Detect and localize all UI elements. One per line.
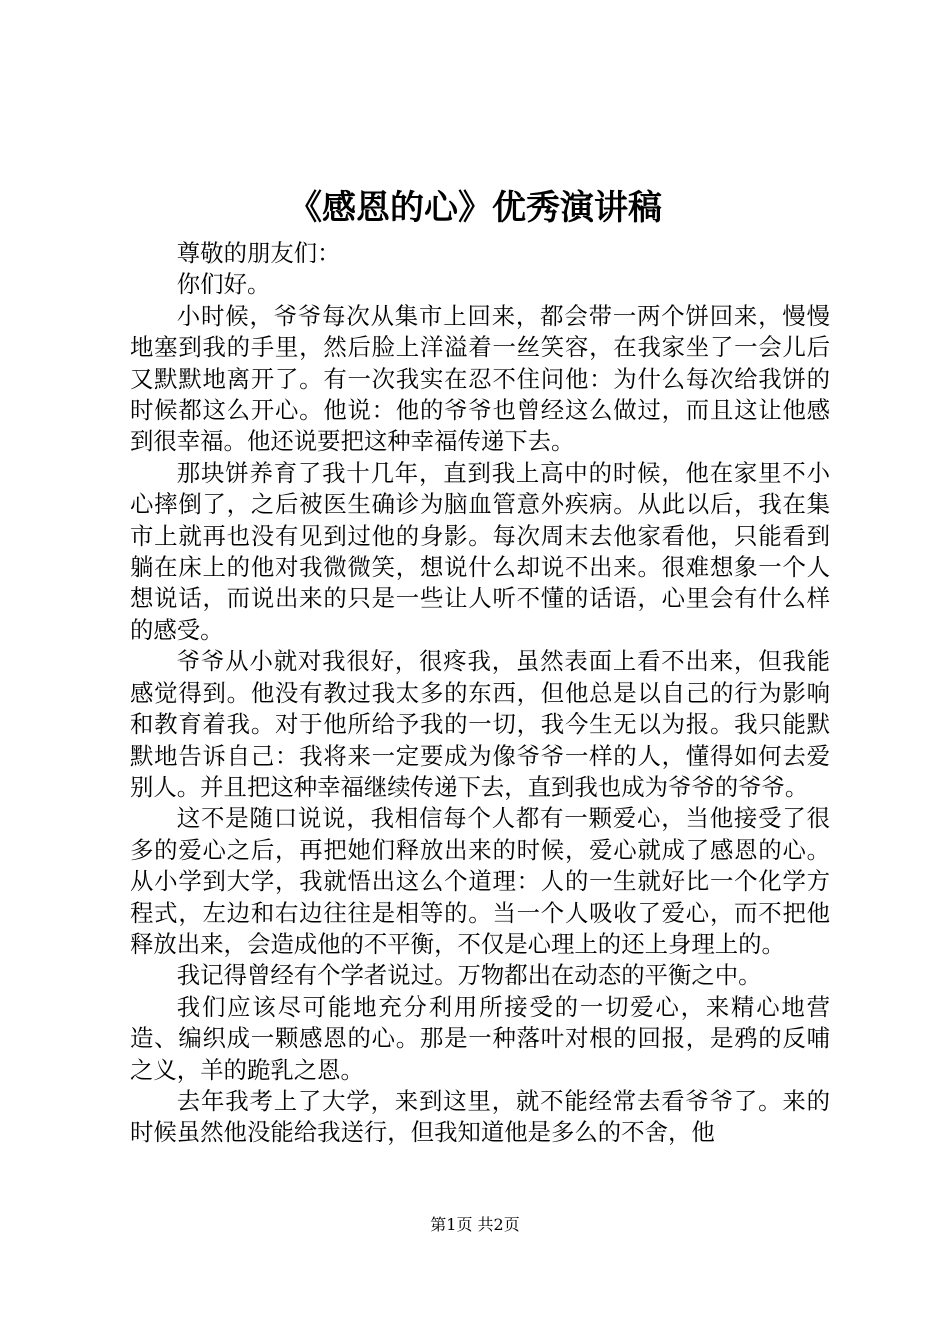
- paragraph: 这不是随口说说，我相信每个人都有一颗爱心，当他接受了很多的爱心之后，再把她们释放出来的时候，爱心就成了感恩的心。从小学到大学，我就悟出这么个道理：人的一生就好比一个化学方程式，左边和右边往往是相等的。当一个人吸收了爱心，而不把他释放出来，会造成他的不平衡，不仅是心理上的还上身理上的。: [130, 804, 830, 958]
- paragraph: 爷爷从小就对我很好，很疼我，虽然表面上看不出来，但我能感觉得到。他没有教过我太多的东西，但他总是以自己的行为影响和教育着我。对于他所给予我的一切，我今生无以为报。我只能默默地告诉自己：我将来一定要成为像爷爷一样的人，懂得如何去爱别人。并且把这种幸福继续传递下去，直到我也成为爷爷的爷爷。: [130, 647, 830, 801]
- paragraph-greeting: 尊敬的朋友们：: [176, 239, 341, 267]
- document-body: [130, 238, 830, 1149]
- paragraph: 去年我考上了大学，来到这里，就不能经常去看爷爷了。来的时候虽然他没能给我送行，但我知道他是多么的不舍，他: [130, 1086, 830, 1147]
- page-title: 《感恩的心》优秀演讲稿: [288, 188, 662, 228]
- page-number-footer: 第1页 共2页: [430, 1215, 520, 1234]
- paragraph: 小时候，爷爷每次从集市上回来，都会带一两个饼回来，慢慢地塞到我的手里，然后脸上洋溢着一丝笑容，在我家坐了一会儿后又默默地离开了。有一次我实在忍不住问他：为什么每次给我饼的时候都这么开心。他说：他的爷爷也曾经这么做过，而且这让他感到很幸福。他还说要把这种幸福传递下去。: [130, 301, 830, 456]
- paragraph-hello: 你们好。: [176, 270, 271, 299]
- paragraph: 我们应该尽可能地充分利用所接受的一切爱心，来精心地营造、编织成一颗感恩的心。那是一种落叶对根的回报，是鸦的反哺之义，羊的跪乳之恩。: [130, 992, 830, 1084]
- paragraph: 我记得曾经有个学者说过。万物都出在动态的平衡之中。: [176, 961, 762, 990]
- paragraph: 那块饼养育了我十几年，直到我上高中的时候，他在家里不小心摔倒了，之后被医生确诊为脑血管意外疾病。从此以后，我在集市上就再也没有见到过他的身影。每次周末去他家看他，只能看到躺在床上的他对我微微笑，想说什么却说不出来。很难想象一个人想说话，而说出来的只是一些让人听不懂的话语，心里会有什么样的感受。: [130, 458, 830, 644]
